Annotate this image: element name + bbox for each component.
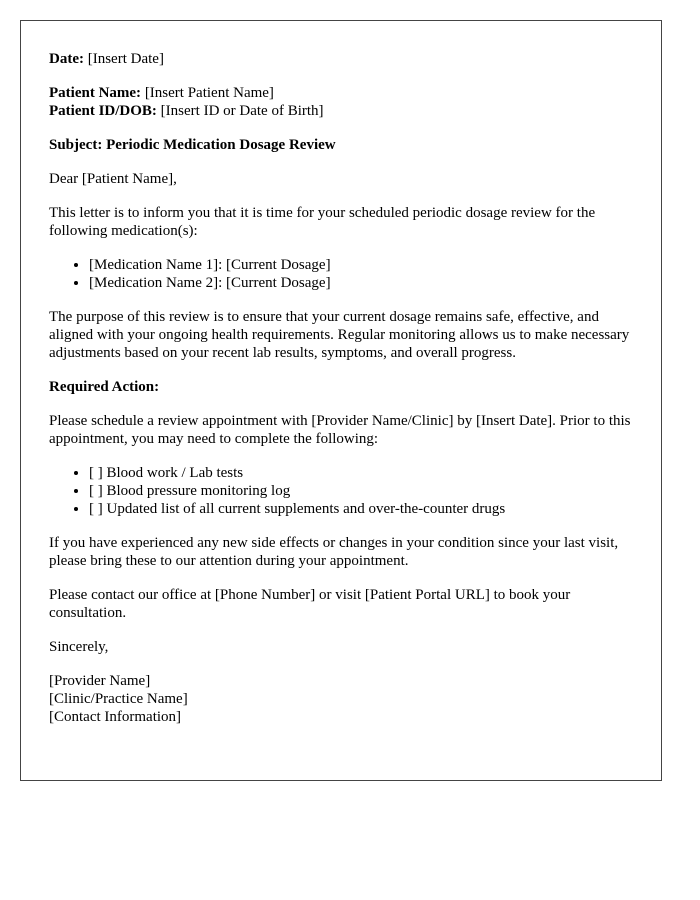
contact-paragraph: Please contact our office at [Phone Number] or visit [Patient Portal URL] to book your consultation.	[49, 587, 571, 621]
checklist-item: • [ ] Blood work / Lab tests	[89, 464, 633, 482]
medication-item: • [Medication Name 2]: [Current Dosage]	[89, 274, 633, 292]
required-action-heading: Required Action:	[49, 379, 160, 395]
schedule-paragraph: Please schedule a review appointment with [Provider Name/Clinic] by [Insert Date]. Prior to this appointment, you may need to complete the following:	[49, 413, 631, 447]
purpose-paragraph: The purpose of this review is to ensure that your current dosage remains safe, effective, and aligned with your ongoing health requirements. Regular monitoring allows us to make necessary adjustments based on your recent lab results, symptoms, and overall progress.	[49, 309, 630, 361]
practice-name: [Clinic/Practice Name]	[49, 691, 188, 707]
subject-line: Subject: Periodic Medication Dosage Review	[49, 137, 336, 153]
side-effects-paragraph: If you have experienced any new side effects or changes in your condition since your last visit, please bring these to our attention during your appointment.	[49, 535, 619, 569]
signature-block	[49, 672, 633, 726]
contact-information: [Contact Information]	[49, 709, 182, 725]
patient-id-label: Patient ID/DOB:	[49, 103, 157, 119]
letter-container	[20, 20, 662, 781]
patient-id-value: [Insert ID or Date of Birth]	[160, 103, 324, 119]
medication-item: • [Medication Name 1]: [Current Dosage]	[89, 256, 633, 274]
patient-id-line	[49, 102, 633, 120]
patient-name-label: Patient Name:	[49, 85, 142, 101]
patient-name-line	[49, 84, 633, 102]
provider-name: [Provider Name]	[49, 673, 151, 689]
date-label: Date:	[49, 51, 84, 67]
checklist-item: • [ ] Blood pressure monitoring log	[89, 482, 633, 500]
checklist-item: • [ ] Updated list of all current supplements and over-the-counter drugs	[89, 500, 633, 518]
date-value: [Insert Date]	[87, 51, 164, 67]
medication-list	[49, 256, 633, 292]
checklist	[49, 464, 633, 518]
intro-paragraph: This letter is to inform you that it is time for your scheduled periodic dosage review for the following medication(s):	[49, 205, 596, 239]
date-line	[49, 50, 633, 68]
salutation: Dear [Patient Name],	[49, 171, 177, 187]
sign-off: Sincerely,	[49, 639, 109, 655]
patient-name-value: [Insert Patient Name]	[144, 85, 274, 101]
